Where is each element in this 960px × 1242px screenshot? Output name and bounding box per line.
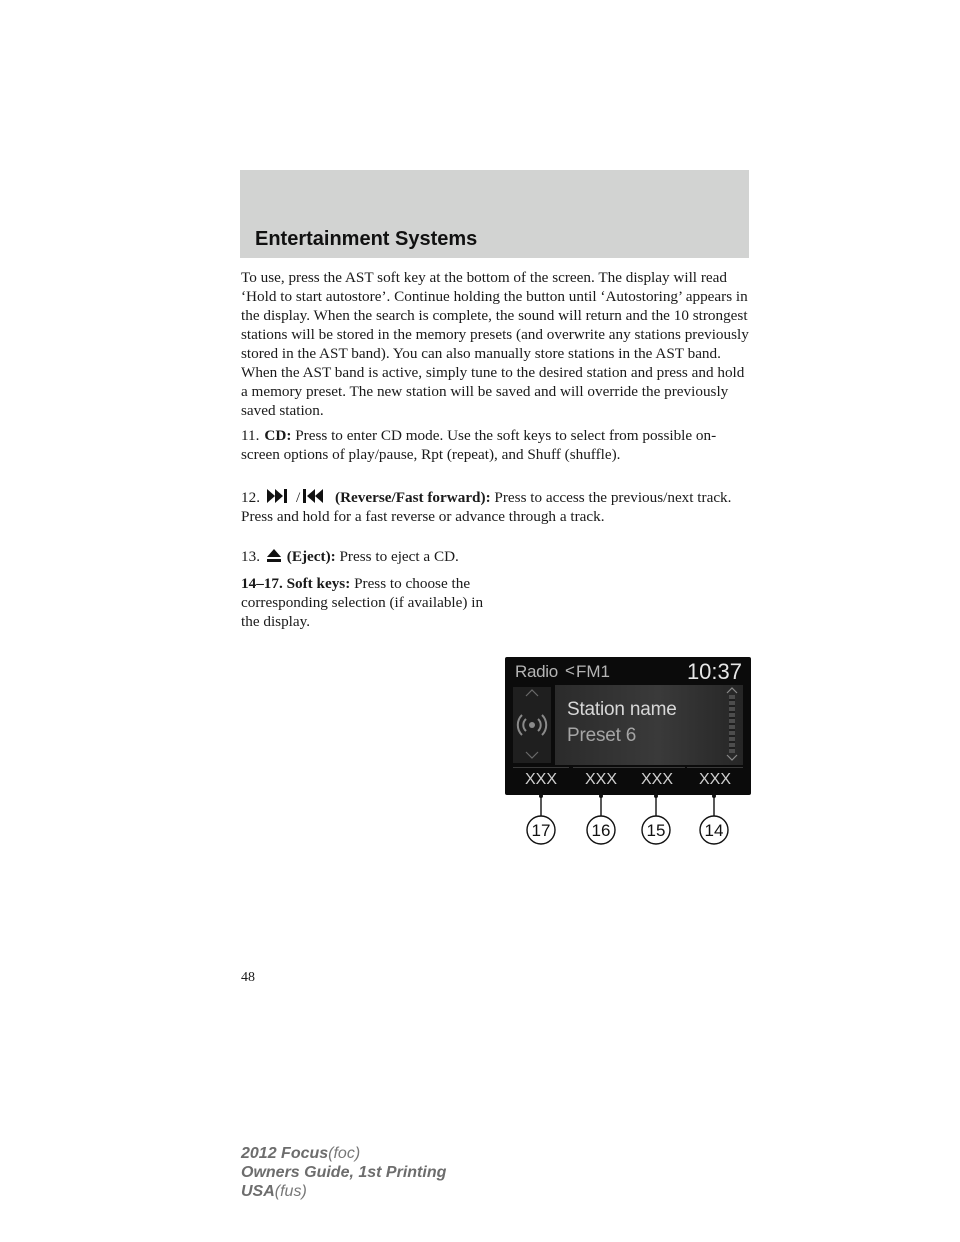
item-text: Press to choose the corresponding selection (if available) in the display. <box>241 575 484 630</box>
item-11-paragraph <box>241 426 753 464</box>
footer-model: 2012 Focus <box>241 1145 329 1162</box>
softkey-17: XXX <box>513 767 569 794</box>
radio-label: Radio <box>515 662 558 681</box>
display-left-panel <box>513 687 551 763</box>
rewind-icon <box>301 488 331 504</box>
callout-15: 15 <box>646 821 666 840</box>
ast-paragraph: To use, press the AST soft key at the bottom of the screen. The display will read ‘Hold to start autostore’. Continue holding the button until ‘Autostoring’ appears in the display. When the search is complete, the sound will return and the 10 strongest stations will be stored in the memory presets (and overwrite any stations previously stored in the AST band). You can also manually store stations in the AST band. When the AST band is active, simply tune to the desired station and press and hold a memory preset. The new station will be saved and will override the previously saved station. <box>241 269 749 419</box>
station-name: Station name <box>567 699 677 720</box>
softkey-14: XXX <box>687 767 743 794</box>
fast-forward-icon <box>265 488 295 504</box>
item-12-paragraph <box>241 488 753 526</box>
chevron-left-icon: < <box>565 661 575 680</box>
item-term: CD: <box>264 427 292 444</box>
item-term: (Reverse/Fast forward): <box>335 489 491 506</box>
item-13-paragraph <box>241 547 753 566</box>
radio-display-figure <box>505 657 751 795</box>
softkey-15: XXX <box>629 767 685 794</box>
item-text: Press to access the previous/next track. Press and hold for a fast reverse or advance through a track. <box>241 489 732 525</box>
footer-line-3 <box>241 1182 446 1201</box>
chevron-up-icon <box>513 687 551 699</box>
footer-line-1 <box>241 1144 446 1163</box>
eject-icon <box>265 547 283 563</box>
softkey-16: XXX <box>573 767 629 794</box>
section-header-band <box>240 170 749 258</box>
footer-model-code: (foc) <box>328 1145 361 1162</box>
footer-edition: Owners Guide, 1st Printing <box>241 1164 447 1181</box>
item-number: 12. <box>241 489 260 506</box>
display-main-panel <box>555 685 743 765</box>
scroll-up-icon <box>725 685 739 695</box>
icon-separator: / <box>295 489 301 506</box>
item-term: (Eject): <box>286 548 336 565</box>
item-term: 14–17. Soft keys: <box>241 575 351 592</box>
callout-17: 17 <box>531 821 551 840</box>
footer-market-code: (fus) <box>274 1183 307 1200</box>
chevron-down-icon <box>513 749 551 761</box>
clock-time: 10:37 <box>686 659 742 684</box>
footer-line-2 <box>241 1163 446 1182</box>
item-text: Press to eject a CD. <box>339 548 459 565</box>
scroll-indicator <box>729 695 735 753</box>
radio-signal-icon <box>513 706 551 744</box>
band-label: FM1 <box>576 662 610 681</box>
footer <box>241 1144 446 1201</box>
item-text: Press to enter CD mode. Use the soft keys to select from possible on-screen options of play/pause, Rpt (repeat), and Shuff (shuffle). <box>241 427 717 463</box>
item-14-17-paragraph <box>241 574 501 631</box>
callout-16: 16 <box>591 821 611 840</box>
callout-14: 14 <box>704 821 724 840</box>
display-top-bar <box>505 657 751 683</box>
item-number: 11. <box>241 427 260 444</box>
callout-labels <box>505 790 751 850</box>
item-number: 13. <box>241 548 260 565</box>
scroll-down-icon <box>725 753 739 763</box>
section-title: Entertainment Systems <box>255 228 478 250</box>
preset-label: Preset 6 <box>567 725 637 746</box>
footer-market: USA <box>241 1183 275 1200</box>
page-number: 48 <box>241 970 255 985</box>
